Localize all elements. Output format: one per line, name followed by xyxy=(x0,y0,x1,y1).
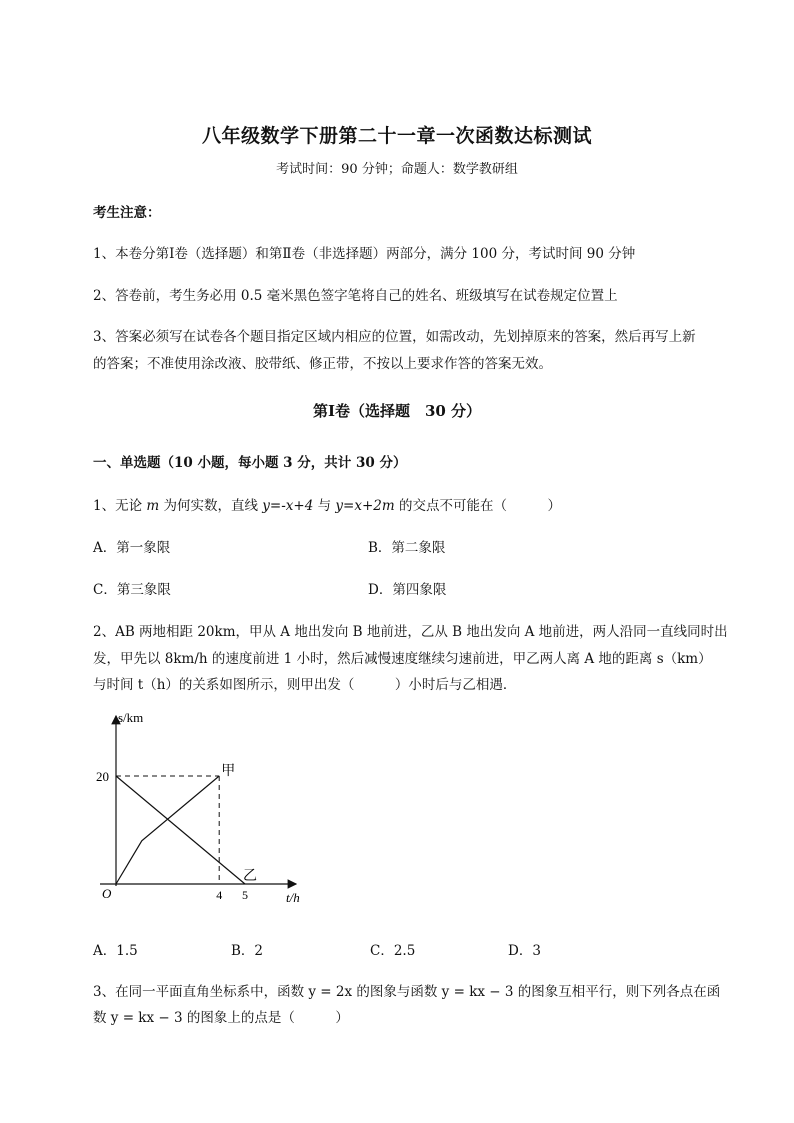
page-title: 八年级数学下册第二十一章一次函数达标测试 xyxy=(201,125,592,147)
q1-mid2: 与 xyxy=(313,498,336,514)
notice-item-1: 1、本卷分第Ⅰ卷（选择题）和第Ⅱ卷（非选择题）两部分，满分 100 分，考试时间 90 分钟 xyxy=(93,246,636,262)
notice-item-2: 2、答卷前，考生务必用 0.5 毫米黑色签字笔将自己的姓名、班级填写在试卷规定位置上 xyxy=(93,288,618,304)
y-axis-label: s/km xyxy=(118,710,144,725)
q1-equation-2: y=x+2m xyxy=(335,498,395,514)
series-line-yi xyxy=(116,776,245,884)
q2-option-a[interactable]: A．1.5 xyxy=(93,943,138,959)
x-tick-label: 5 xyxy=(242,888,248,902)
distance-time-graph xyxy=(90,706,320,906)
series-label-yi: 乙 xyxy=(243,869,257,884)
q2-option-c[interactable]: C．2.5 xyxy=(370,943,416,959)
series-line-jia xyxy=(116,776,219,884)
exam-info: 考试时间：90 分钟；命题人：数学教研组 xyxy=(276,162,518,177)
question-2-line-3: 与时间 t（h）的关系如图所示，则甲出发（ ）小时后与乙相遇． xyxy=(93,677,517,693)
y-tick-label: 20 xyxy=(96,769,109,784)
q2-option-b[interactable]: B．2 xyxy=(231,943,264,959)
notice-item-3-cont: 的答案；不准使用涂改液、胶带纸、修正带，不按以上要求作答的答案无效。 xyxy=(93,356,552,372)
question-3-line-2: 数 y = kx − 3 的图象上的点是（ ） xyxy=(93,1010,349,1026)
q1-option-a[interactable]: A．第一象限 xyxy=(93,540,171,556)
x-axis-label: t/h xyxy=(286,890,300,905)
q1-option-b[interactable]: B．第二象限 xyxy=(368,540,446,556)
q1-suffix: 的交点不可能在（ ） xyxy=(394,498,561,514)
q1-mid1: 为何实数，直线 xyxy=(159,498,263,514)
section-title: 第Ⅰ卷（选择题 30 分） xyxy=(312,402,482,420)
notice-heading: 考生注意： xyxy=(93,205,161,221)
q1-equation-1: y=-x+4 xyxy=(262,498,314,514)
x-tick-label: 4 xyxy=(216,888,223,902)
origin-label: O xyxy=(102,886,112,901)
series-label-jia: 甲 xyxy=(221,764,236,779)
q1-prefix: 1、无论 xyxy=(93,498,147,514)
q2-option-d[interactable]: D．3 xyxy=(508,943,541,959)
q1-option-c[interactable]: C．第三象限 xyxy=(93,582,171,598)
question-3-line-1: 3、在同一平面直角坐标系中，函数 y = 2x 的图象与函数 y = kx − 3 的图象互相平行，则下列各点在函 xyxy=(93,984,721,1000)
question-2-line-1: 2、AB 两地相距 20km，甲从 A 地出发向 B 地前进，乙从 B 地出发向 A 地前进，两人沿同一直线同时出 xyxy=(93,624,728,640)
notice-item-3: 3、答案必须写在试卷各个题目指定区域内相应的位置，如需改动，先划掉原来的答案，然后再写上新 xyxy=(93,329,696,345)
question-1 xyxy=(93,494,561,514)
part-title: 一、单选题（10 小题，每小题 3 分，共计 30 分） xyxy=(93,455,407,471)
question-2-line-2: 发，甲先以 8km/h 的速度前进 1 小时，然后减慢速度继续匀速前进，甲乙两人离 A 地的距离 s（km） xyxy=(93,651,712,667)
q1-variable-m: m xyxy=(146,498,160,514)
q1-option-d[interactable]: D．第四象限 xyxy=(368,582,447,598)
